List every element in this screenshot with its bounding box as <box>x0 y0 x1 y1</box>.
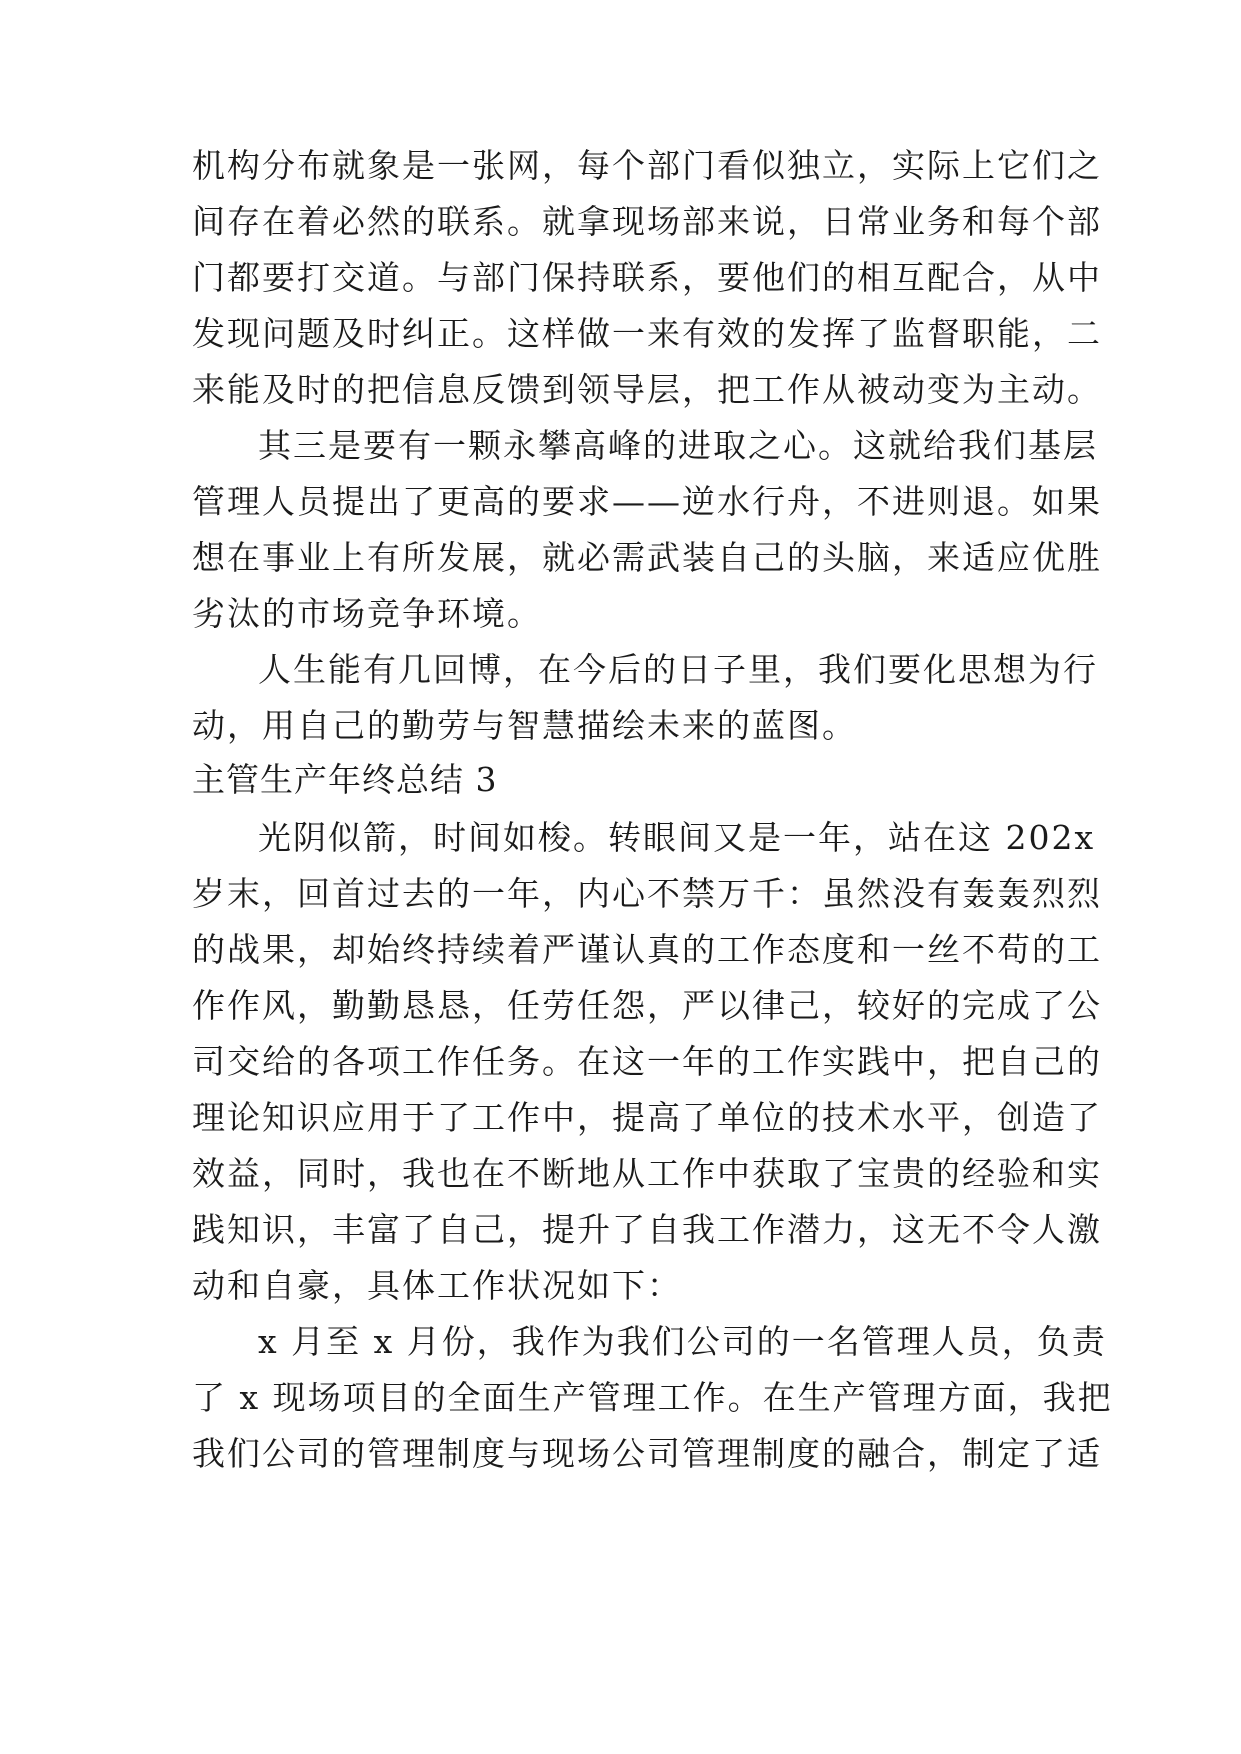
text-line: 发现问题及时纠正。这样做一来有效的发挥了监督职能，二 <box>192 314 1102 353</box>
text-line: 动，用自己的勤劳与智慧描绘未来的蓝图。 <box>192 706 857 745</box>
text-line: 来能及时的把信息反馈到领导层，把工作从被动变为主动。 <box>192 370 1102 409</box>
text-line: 司交给的各项工作任务。在这一年的工作实践中，把自己的 <box>192 1042 1102 1081</box>
text-line: 理论知识应用于了工作中，提高了单位的技术水平，创造了 <box>192 1098 1102 1137</box>
text-line: 管理人员提出了更高的要求——逆水行舟，不进则退。如果 <box>192 482 1102 521</box>
text-line: 劣汰的市场竞争环境。 <box>192 594 542 633</box>
text-line: 了 x 现场项目的全面生产管理工作。在生产管理方面，我把 <box>192 1378 1113 1417</box>
text-line: 岁末，回首过去的一年，内心不禁万千：虽然没有轰轰烈烈 <box>192 874 1102 913</box>
text-line: 动和自豪，具体工作状况如下： <box>192 1266 682 1305</box>
text-line: 的战果，却始终持续着严谨认真的工作态度和一丝不苟的工 <box>192 930 1102 969</box>
section-heading: 主管生产年终总结 3 <box>192 760 498 799</box>
text-line: 间存在着必然的联系。就拿现场部来说，日常业务和每个部 <box>192 202 1102 241</box>
paragraph-first-line: 其三是要有一颗永攀高峰的进取之心。这就给我们基层 <box>258 426 1098 465</box>
text-line: 我们公司的管理制度与现场公司管理制度的融合，制定了适 <box>192 1434 1102 1473</box>
text-line: 效益，同时，我也在不断地从工作中获取了宝贵的经验和实 <box>192 1154 1102 1193</box>
text-line: 想在事业上有所发展，就必需武装自己的头脑，来适应优胜 <box>192 538 1102 577</box>
text-line: 作作风，勤勤恳恳，任劳任怨，严以律己，较好的完成了公 <box>192 986 1102 1025</box>
paragraph-first-line: x 月至 x 月份，我作为我们公司的一名管理人员，负责 <box>258 1322 1107 1361</box>
text-line: 践知识，丰富了自己，提升了自我工作潜力，这无不令人激 <box>192 1210 1102 1249</box>
text-line: 门都要打交道。与部门保持联系，要他们的相互配合，从中 <box>192 258 1102 297</box>
paragraph-first-line: 人生能有几回博，在今后的日子里，我们要化思想为行 <box>258 650 1098 689</box>
text-line: 机构分布就象是一张网，每个部门看似独立，实际上它们之 <box>192 146 1102 185</box>
paragraph-first-line: 光阴似箭，时间如梭。转眼间又是一年，站在这 202x <box>258 818 1096 857</box>
